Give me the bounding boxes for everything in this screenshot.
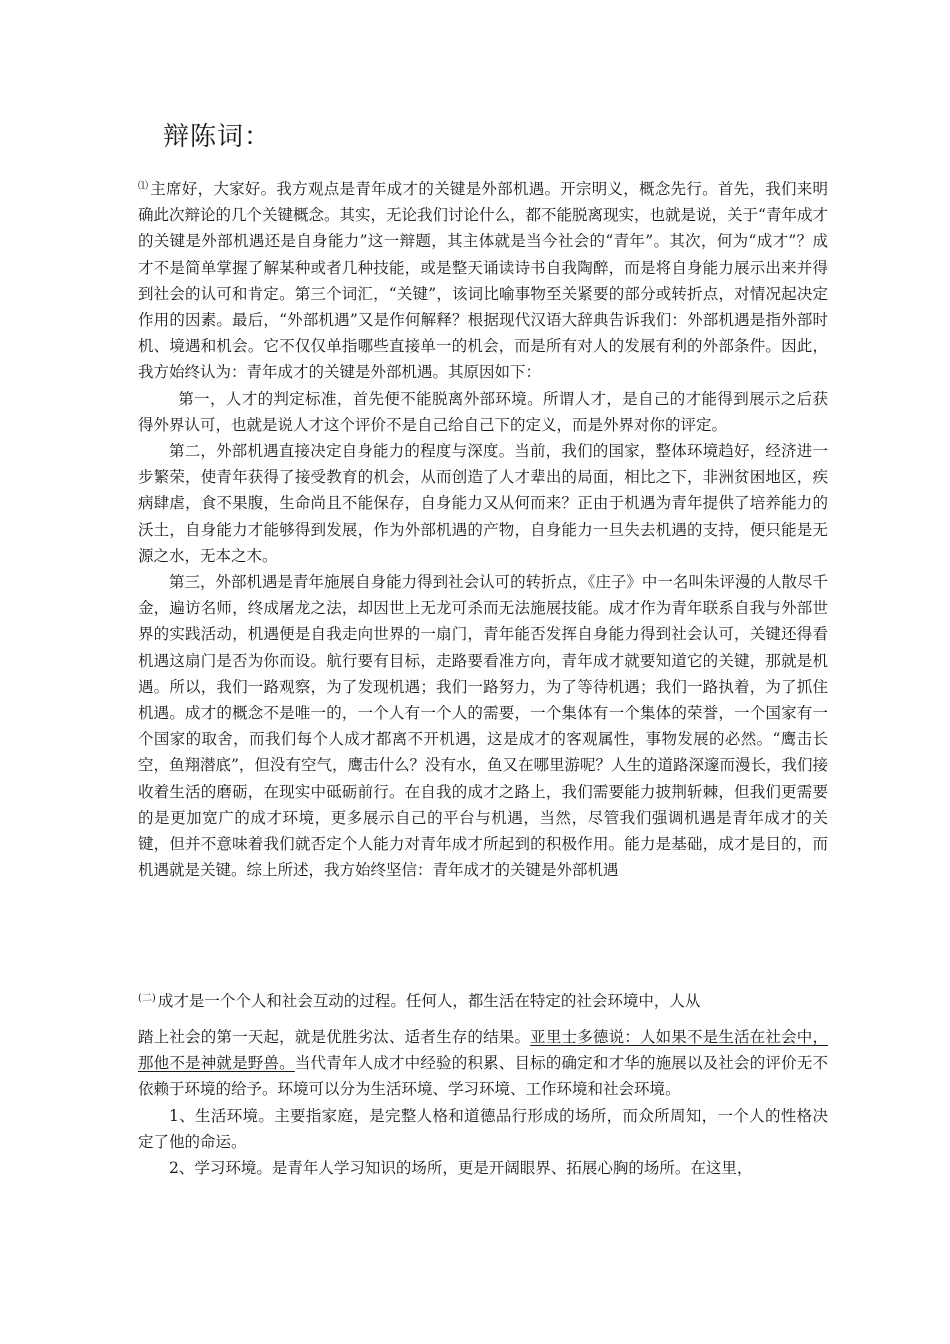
section-two-first-line [138, 986, 828, 1014]
intro-text: 主席好，大家好。我方观点是青年成才的关键是外部机遇。开宗明义，概念先行。首先，我们来明确此次辩论的几个关键概念。其实，无论我们讨论什么，都不能脱离现实，也就是说，关于“青年成才的关键是外部机遇还是自身能力”这一辩题，其主体就是当今社会的“青年”。其次，何为“成才”？成才不是简单掌握了解某种或者几种技能，或是整天诵读诗书自我陶醉，而是将自身能力展示出来并得到社会的认可和肯定。第三个词汇，“关键”，该词比喻事物至关紧要的部分或转折点，对情况起决定作用的因素。最后，“外部机遇”又是作何解释？根据现代汉语大辞典告诉我们：外部机遇是指外部时机、境遇和机会。它不仅仅单指哪些直接单一的机会，而是所有对人的发展有利的外部条件。因此，我方始终认为：青年成才的关键是外部机遇。其原因如下： [138, 180, 829, 382]
point-one-paragraph: 第一，人才的判定标准，首先便不能脱离外部环境。所谓人才，是自己的才能得到展示之后获得外界认可，也就是说人才这个评价不是自己给自己下的定义，而是外界对你的评定。 [138, 389, 828, 434]
aristotle-quote: 亚里士多德说：人如果不是生活在社会中，那他不是神就是野兽。 [138, 1028, 828, 1073]
list-item-living-environment: 1、生活环境。主要指家庭，是完整人格和道德品行形成的场所，而众所周知，一个人的性格决定了他的命运。 [138, 1106, 828, 1151]
intro-paragraph [138, 174, 828, 386]
environment-paragraph [138, 1024, 828, 1103]
list-item-learning-environment: 2、学习环境。是青年人学习知识的场所，更是开阔眼界、拓展心胸的场所。在这里， [169, 1159, 753, 1178]
point-three-paragraph: 第三，外部机遇是青年施展自身能力得到社会认可的转折点，《庄子》中一名叫朱评漫的人散尽千金，遍访名师，终成屠龙之法，却因世上无龙可杀而无法施展技能。成才作为青年联系自我与外部世界的实践活动，机遇便是自我走向世界的一扇门，青年能否发挥自身能力得到社会认可，关键还得看机遇这扇门是否为你而设。航行要有目标，走路要看准方向，青年成才就要知道它的关键，那就是机遇。所以，我们一路观察，为了发现机遇；我们一路努力，为了等待机遇；我们一路执着，为了抓住机遇。成才的概念不是唯一的，一个人有一个人的需要，一个集体有一个集体的荣誉，一个国家有一个国家的取舍，而我们每个人成才都离不开机遇，这是成才的客观属性，事物发展的必然。“鹰击长空，鱼翔潜底”，但没有空气，鹰击什么？没有水，鱼又在哪里游呢？人生的道路深邃而漫长，我们接收着生活的磨砺，在现实中砥砺前行。在自我的成才之路上，我们需要能力披荆斩棘，但我们更需要的是更加宽广的成才环境，更多展示自己的平台与机遇，当然，尽管我们强调机遇是青年成才的关键，但并不意味着我们就否定个人能力对青年成才所起到的积极作用。能力是基础，成才是目的，而机遇就是关键。综上所述，我方始终坚信：青年成才的关键是外部机遇 [138, 573, 828, 880]
section-marker: ⑴ [138, 181, 149, 192]
environment-end: 当代青年人成才中经验的积累、目标的确定和才华的施展以及社会的评价无不依赖于环境的给予。环境可以分为生活环境、学习环境、工作环境和社会环境。 [138, 1054, 828, 1099]
section-two-heading [138, 986, 828, 1014]
environment-start: 踏上社会的第一天起，就是优胜劣汰、适者生存的结果。 [138, 1028, 531, 1046]
point-two-paragraph: 第二，外部机遇直接决定自身能力的程度与深度。当前，我们的国家，整体环境趋好，经济进一步繁荣，使青年获得了接受教育的机会，从而创造了人才辈出的局面，相比之下，非洲贫困地区，疾病肆虐，食不果腹，生命尚且不能保存，自身能力又从何而来？正由于机遇为青年提供了培养能力的沃土，自身能力才能够得到发展，作为外部机遇的产物，自身能力一旦失去机遇的支持，便只能是无源之水，无本之木。 [138, 442, 828, 565]
page-title: 辩陈词： [163, 122, 272, 152]
section-one [138, 174, 828, 883]
section-two-body [138, 1024, 828, 1181]
section-marker: (二) [138, 993, 156, 1004]
section-two-line1: 成才是一个个人和社会互动的过程。任何人，都生活在特定的社会环境中，人从 [157, 992, 701, 1010]
